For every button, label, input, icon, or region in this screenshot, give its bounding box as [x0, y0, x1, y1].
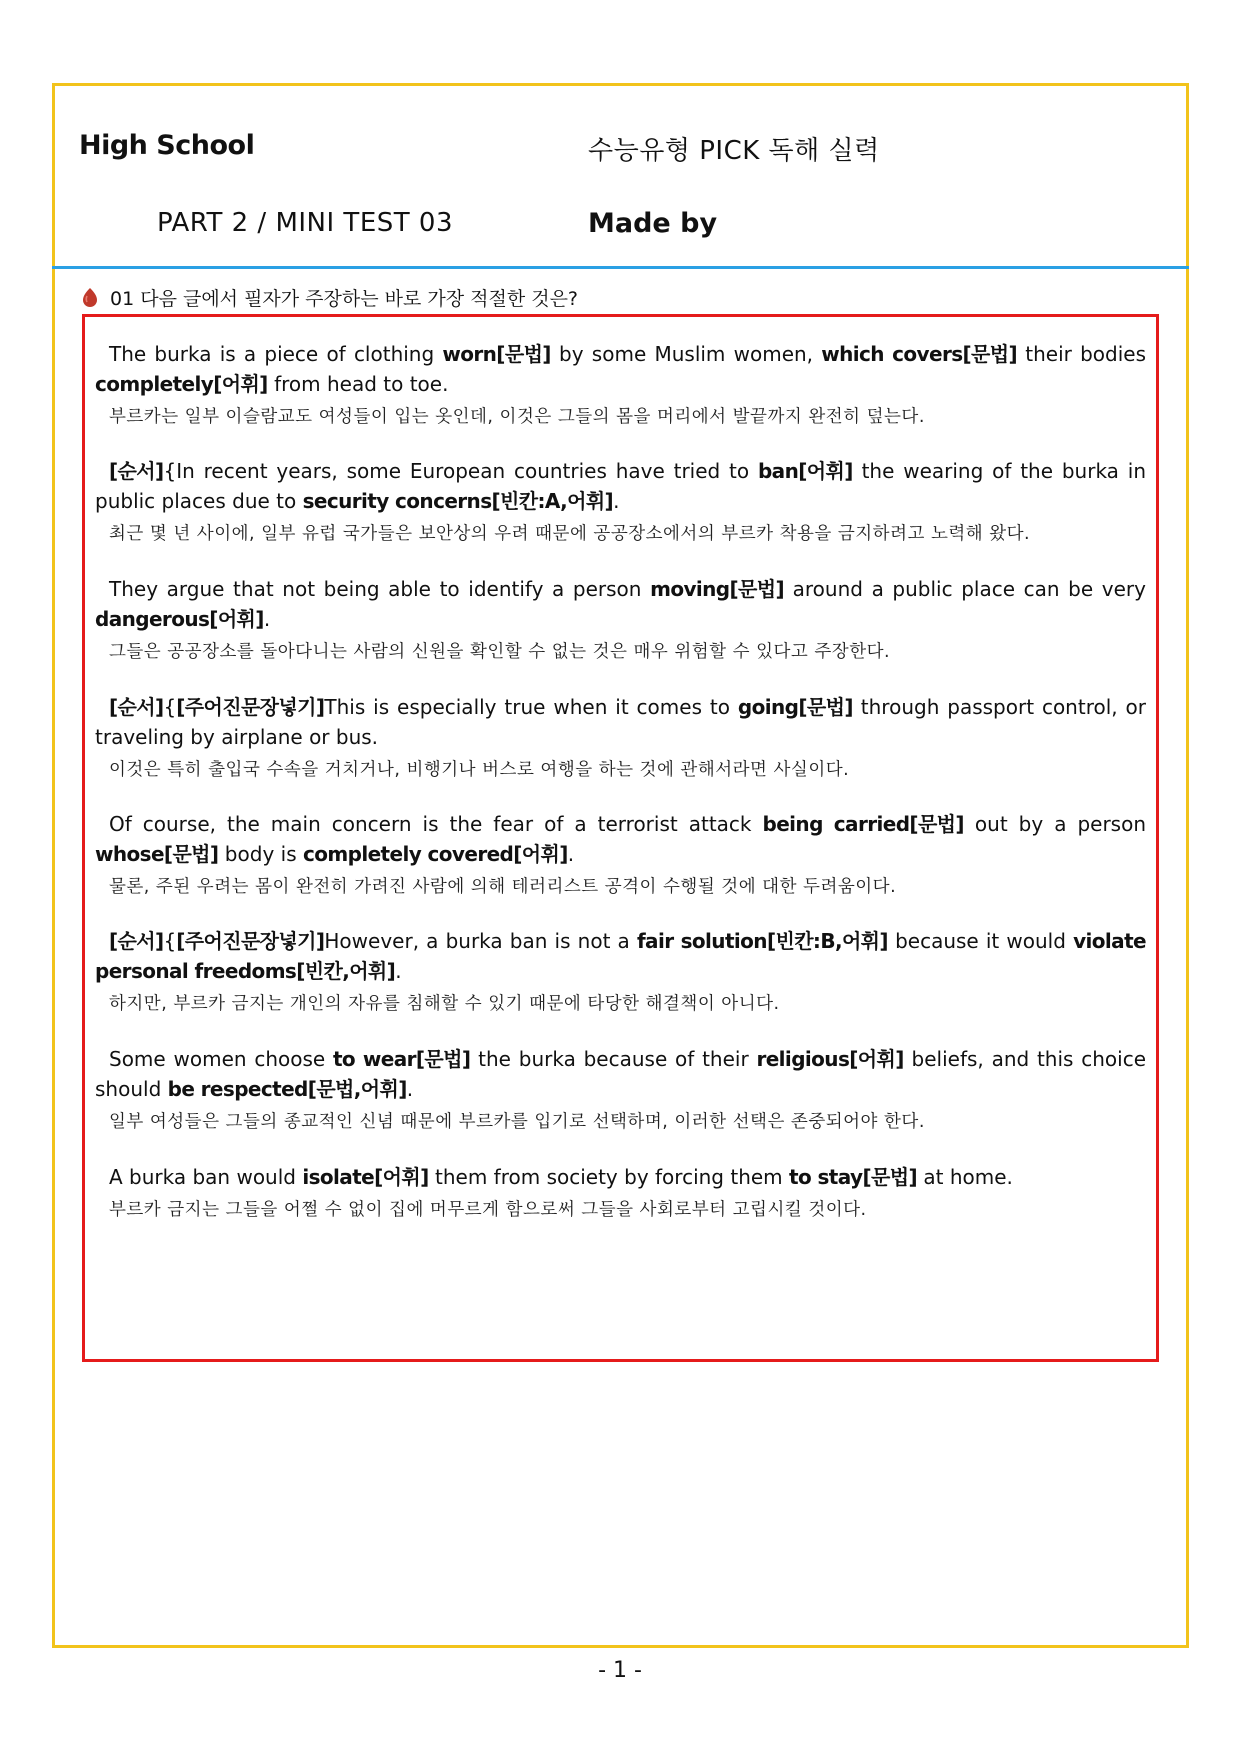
- passage-paragraph: [95, 574, 1146, 666]
- sentence-text: them from society by forcing them: [428, 1165, 790, 1189]
- annotated-phrase: [순서]: [109, 459, 164, 483]
- annotated-phrase: [주어진문장넣기]: [176, 929, 325, 953]
- annotated-phrase: security concerns[빈칸:A,어휘]: [302, 489, 614, 513]
- made-by-label: Made by: [588, 208, 718, 239]
- korean-translation: 물론, 주된 우려는 몸이 완전히 가려진 사람에 의해 테러리스트 공격이 수행될 것에 대한 두려움이다.: [109, 877, 897, 897]
- annotated-phrase: [순서]: [109, 929, 164, 953]
- sentence-text: at home.: [917, 1165, 1013, 1189]
- header-divider: [52, 266, 1189, 269]
- english-sentence: [95, 339, 1146, 399]
- school-level: High School: [79, 130, 255, 161]
- sentence-text: {: [163, 695, 177, 719]
- annotated-phrase: fair solution[빈칸:B,어휘]: [636, 929, 888, 953]
- annotated-phrase: ban[어휘]: [757, 459, 853, 483]
- sentence-text: {: [163, 929, 177, 953]
- sentence-text: from head to toe.: [267, 372, 449, 396]
- korean-translation: 이것은 특히 출입국 수속을 거치거나, 비행기나 버스로 여행을 하는 것에 관해서라면 사실이다.: [109, 760, 850, 780]
- sentence-text: The burka is a piece of clothing: [109, 342, 443, 366]
- sentence-text: Of course, the main concern is the fear of a terrorist attack: [109, 812, 763, 836]
- part-title: PART 2 / MINI TEST 03: [157, 208, 453, 238]
- sentence-text: out by a person: [963, 812, 1147, 836]
- annotated-phrase: to wear[문법]: [332, 1047, 471, 1071]
- annotated-phrase: completely covered[어휘]: [302, 842, 568, 866]
- book-title: 수능유형 PICK 독해 실력: [588, 136, 880, 166]
- sentence-text: by some Muslim women,: [550, 342, 822, 366]
- sentence-text: They argue that not being able to identify a person: [109, 577, 651, 601]
- sentence-text: .: [567, 842, 575, 866]
- passage-box: [82, 314, 1159, 1362]
- sentence-text: .: [263, 607, 271, 631]
- annotated-phrase: dangerous[어휘]: [95, 607, 264, 631]
- sentence-text: the burka because of their: [470, 1047, 757, 1071]
- page-number: - 1 -: [598, 1658, 642, 1683]
- annotated-phrase: which covers[문법]: [821, 342, 1018, 366]
- sentence-text: Some women choose: [109, 1047, 333, 1071]
- annotated-phrase: violate personal freedoms[빈칸,어휘]: [95, 929, 1146, 983]
- passage-paragraph: [95, 809, 1146, 901]
- annotated-phrase: to stay[문법]: [789, 1165, 917, 1189]
- annotated-phrase: be respected[문법,어휘]: [167, 1077, 407, 1101]
- passage-paragraph: [95, 456, 1146, 548]
- english-sentence: [95, 456, 1146, 516]
- annotated-phrase: religious[어휘]: [756, 1047, 904, 1071]
- sentence-text: .: [613, 489, 620, 513]
- sentence-text: around a public place can be very: [784, 577, 1146, 601]
- annotated-phrase: whose[문법]: [95, 842, 219, 866]
- annotated-phrase: being carried[문법]: [762, 812, 964, 836]
- english-sentence: [95, 692, 1146, 752]
- question-line: [82, 282, 578, 312]
- annotated-phrase: [주어진문장넣기]: [176, 695, 325, 719]
- english-sentence: [95, 1044, 1146, 1104]
- sentence-text: .: [395, 959, 402, 983]
- annotated-phrase: isolate[어휘]: [302, 1165, 429, 1189]
- sentence-text: {In recent years, some European countries have tried to: [163, 459, 758, 483]
- passage-paragraph: [95, 1044, 1146, 1136]
- english-sentence: [95, 926, 1146, 986]
- annotated-phrase: [순서]: [109, 695, 164, 719]
- passage-paragraph: [95, 926, 1146, 1018]
- sentence-text: through passport control, or traveling by airplane or bus.: [95, 695, 1146, 749]
- passage-paragraph: [95, 692, 1146, 784]
- english-sentence: [95, 809, 1146, 869]
- question-text: 01 다음 글에서 필자가 주장하는 바로 가장 적절한 것은?: [110, 287, 579, 310]
- english-sentence: [95, 574, 1146, 634]
- korean-translation: 부르카 금지는 그들을 어쩔 수 없이 집에 머무르게 함으로써 그들을 사회로부터 고립시킬 것이다.: [109, 1200, 867, 1220]
- korean-translation: 부르카는 일부 이슬람교도 여성들이 입는 옷인데, 이것은 그들의 몸을 머리에서 발끝까지 완전히 덮는다.: [109, 407, 925, 427]
- annotated-phrase: going[문법]: [737, 695, 853, 719]
- header: [55, 86, 1186, 266]
- annotated-phrase: completely[어휘]: [95, 372, 268, 396]
- korean-translation: 하지만, 부르카 금지는 개인의 자유를 침해할 수 있기 때문에 타당한 해결책이 아니다.: [109, 994, 780, 1014]
- annotated-phrase: moving[문법]: [650, 577, 785, 601]
- sentence-text: A burka ban would: [109, 1165, 303, 1189]
- english-sentence: [95, 1162, 1146, 1192]
- korean-translation: 일부 여성들은 그들의 종교적인 신념 때문에 부르카를 입기로 선택하며, 이러한 선택은 존중되어야 한다.: [109, 1112, 925, 1132]
- passage-paragraph: [95, 339, 1146, 431]
- passage-paragraph: [95, 1162, 1146, 1224]
- korean-translation: 최근 몇 년 사이에, 일부 유럽 국가들은 보안상의 우려 때문에 공공장소에서의 부르카 착용을 금지하려고 노력해 왔다.: [109, 524, 1031, 544]
- sentence-text: beliefs, and this choice should: [95, 1047, 1146, 1101]
- sentence-text: the wearing of the burka in public places due to: [95, 459, 1146, 513]
- red-drop-icon: [82, 287, 98, 307]
- sentence-text: body is: [218, 842, 303, 866]
- sentence-text: .: [406, 1077, 414, 1101]
- annotated-phrase: worn[문법]: [442, 342, 551, 366]
- sentence-text: However, a burka ban is not a: [324, 929, 637, 953]
- sentence-text: This is especially true when it comes to: [324, 695, 738, 719]
- korean-translation: 그들은 공공장소를 돌아다니는 사람의 신원을 확인할 수 없는 것은 매우 위험할 수 있다고 주장한다.: [109, 642, 891, 662]
- sentence-text: because it would: [887, 929, 1074, 953]
- sentence-text: their bodies: [1017, 342, 1146, 366]
